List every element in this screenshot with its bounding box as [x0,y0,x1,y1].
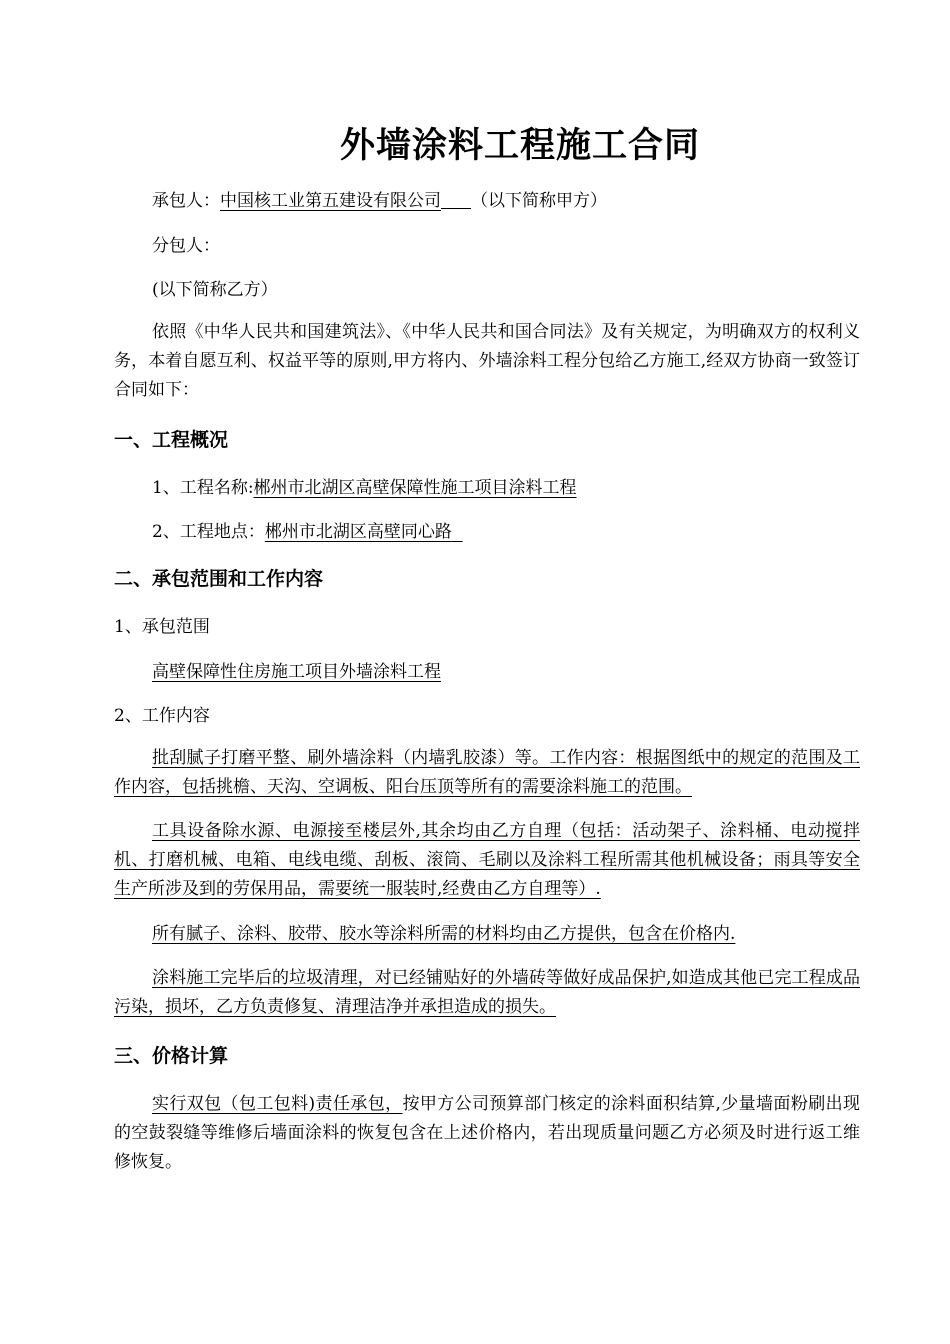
contractor-label: 承包人： [152,191,220,211]
work-content-paragraph-2: 工具设备除水源、电源接至楼层外,其余均由乙方自理（包括：活动架子、涂料桶、电动搅拌机、打磨机械、电箱、电线电缆、刮板、滚筒、毛刷以及涂料工程所需其他机械设备；雨具等安全生产所涉及到的劳保用品，需要统一服装时,经费由乙方自理等）. [114,821,860,899]
scope-text [152,661,860,683]
document-title: 外墙涂料工程施工合同 [339,126,700,166]
project-location-value: 郴州市北湖区高壁同心路 [264,522,452,542]
project-name-label: 1、工程名称: [152,478,254,498]
contractor-name: 中国核工业第五建设有限公司 [220,191,441,211]
project-location-line [152,521,860,543]
pricing-paragraph [114,1090,860,1177]
pricing-rest: 按甲方公司预算部门核定的涂料面积结算,少量墙面粉刷出现的空鼓裂缝等维修后墙面涂料的恢复包含在上述价格内，若出现质量问题乙方必须及时进行返工维修恢复。 [114,1094,860,1172]
project-name-line [152,477,860,499]
contractor-blank [441,190,471,209]
intro-paragraph: 依照《中华人民共和国建筑法》、《中华人民共和国合同法》及有关规定，为明确双方的权利义务，本着自愿互利、权益平等的原则,甲方将内、外墙涂料工程分包给乙方施工,经双方协商一致签订合同如下： [114,322,860,400]
contractor-note: （以下简称甲方） [471,191,607,211]
scope-subheading: 1、承包范围 [114,617,210,637]
project-location-label: 2、工程地点： [152,522,265,542]
subcontractor-label: 分包人： [152,236,220,256]
section2-heading: 二、承包范围和工作内容 [114,568,324,590]
work-content-paragraph-3: 所有腻子、涂料、胶带、胶水等涂料所需的材料均由乙方提供，包含在价格内. [152,924,736,944]
project-name-value: 郴州市北湖区高壁保障性施工项目涂料工程 [253,478,577,498]
work-content-subheading: 2、工作内容 [114,706,210,726]
scope-value: 高壁保障性住房施工项目外墙涂料工程 [152,662,441,682]
contractor-line [152,190,860,212]
work-content-paragraph-4: 涂料施工完毕后的垃圾清理，对已经铺贴好的外墙砖等做好成品保护,如造成其他已完工程成品污染，损坏，乙方负责修复、清理洁净并承担造成的损失。 [114,968,860,1017]
work-content-paragraph-1: 批刮腻子打磨平整、刷外墙涂料（内墙乳胶漆）等。工作内容：根据图纸中的规定的范围及工作内容，包括挑檐、天沟、空调板、阳台压顶等所有的需要涂料施工的范围。 [114,748,860,797]
section3-heading: 三、价格计算 [114,1045,229,1067]
subcontractor-note: (以下简称乙方） [152,280,278,300]
pricing-underlined: 实行双包（包工包料)责任承包， [152,1094,403,1114]
section1-heading: 一、工程概况 [114,429,229,451]
